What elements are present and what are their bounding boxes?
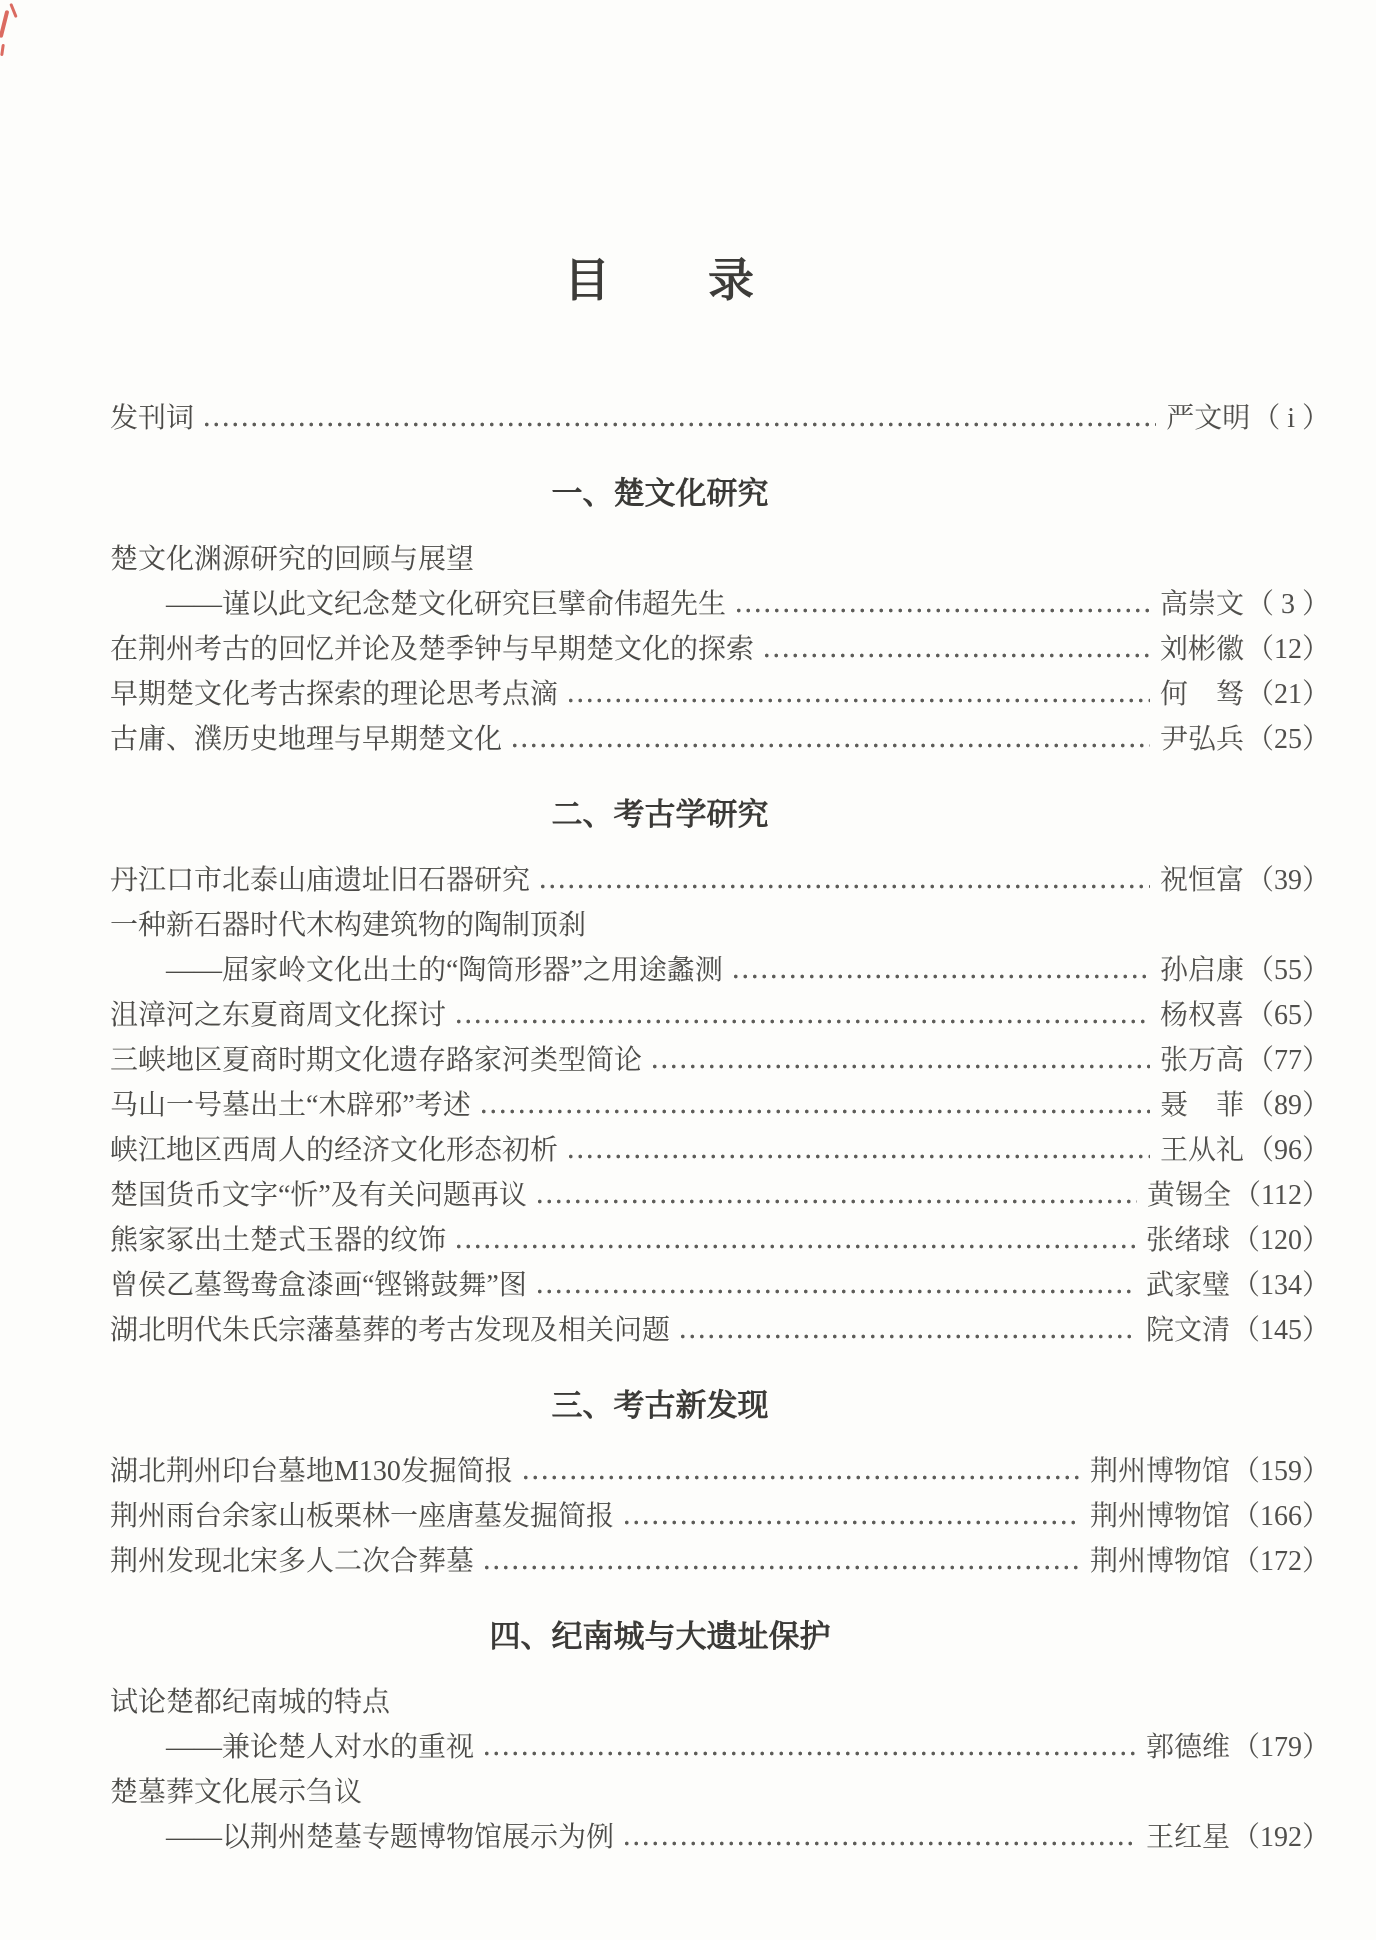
- entry-title: 马山一号墓出土“木辟邪”考述: [110, 1090, 471, 1121]
- entry-author: 郭德维: [1145, 1732, 1230, 1763]
- entry-author: 尹弘兵: [1159, 724, 1244, 755]
- entry-author: 杨权喜: [1159, 1000, 1244, 1031]
- toc-entry: [110, 858, 1330, 903]
- toc-entry: [110, 1449, 1330, 1494]
- entry-title: 湖北明代朱氏宗藩墓葬的考古发现及相关问题: [110, 1315, 671, 1346]
- entry-row: [110, 627, 1330, 672]
- entry-row: [110, 1308, 1330, 1353]
- toc-entry: [110, 627, 1330, 672]
- toc-entry: [110, 717, 1330, 762]
- entry-title: 古庸、濮历史地理与早期楚文化: [110, 724, 503, 755]
- page-title: 目 录: [564, 255, 756, 306]
- entry-title: 荆州雨台余家山板栗林一座唐墓发掘简报: [110, 1501, 615, 1532]
- entry-row: [110, 858, 1330, 903]
- entry-row: [110, 948, 1330, 993]
- dot-leader: [566, 672, 1150, 717]
- toc-entry: [110, 1263, 1330, 1308]
- entry-title: 楚国货币文字“忻”及有关问题再议: [110, 1180, 527, 1211]
- entry-page: （112）: [1233, 1180, 1330, 1211]
- entry-author-page: [1090, 1449, 1330, 1494]
- entry-row: [110, 1263, 1330, 1308]
- dot-leader: [731, 948, 1150, 993]
- entry-row: [110, 1725, 1330, 1770]
- entry-author-page: [1146, 1263, 1330, 1308]
- entry-author-page: [1090, 1539, 1330, 1584]
- entry-author-page: [1146, 1815, 1330, 1860]
- entry-title: 试论楚都纪南城的特点: [110, 1687, 391, 1718]
- entry-row: [110, 672, 1330, 717]
- entry-title: 丹江口市北泰山庙遗址旧石器研究: [110, 865, 531, 896]
- section-heading: 四、纪南城与大遗址保护: [489, 1619, 831, 1654]
- entry-author-page: [1160, 993, 1330, 1038]
- toc-entry: [110, 1539, 1330, 1584]
- dot-leader: [202, 396, 1156, 441]
- entry-row: [110, 1449, 1330, 1494]
- entry-page: （172）: [1231, 1546, 1330, 1577]
- entry-page: （120）: [1231, 1225, 1330, 1256]
- dot-leader: [482, 1539, 1080, 1584]
- entry-title: 峡江地区西周人的经济文化形态初析: [110, 1135, 559, 1166]
- entry-row: [110, 1815, 1330, 1860]
- entry-page: （12）: [1245, 634, 1330, 665]
- entry-title: 楚墓葬文化展示刍议: [110, 1777, 363, 1808]
- entry-author: 王从礼: [1159, 1135, 1244, 1166]
- toc-entry: [110, 1128, 1330, 1173]
- entry-title: 荆州发现北宋多人二次合葬墓: [110, 1546, 475, 1577]
- entry-title: 楚文化渊源研究的回顾与展望: [110, 544, 475, 575]
- entry-subtitle: ——屈家岭文化出土的“陶筒形器”之用途蠡测: [166, 955, 723, 986]
- entry-author-page: [1160, 627, 1330, 672]
- entry-author-page: [1160, 1128, 1330, 1173]
- toc-entry: [110, 672, 1330, 717]
- dot-leader: [622, 1494, 1080, 1539]
- entry-page: （65）: [1245, 1000, 1330, 1031]
- toc-entry: [110, 1494, 1330, 1539]
- entry-row: [110, 1494, 1330, 1539]
- entry-row: [110, 993, 1330, 1038]
- entry-author: 荆州博物馆: [1089, 1501, 1230, 1532]
- dot-leader: [510, 717, 1150, 762]
- dot-leader: [566, 1128, 1150, 1173]
- toc-entry: [110, 1680, 1330, 1770]
- entry-author: 孙启康: [1159, 955, 1244, 986]
- entry-title: 在荆州考古的回忆并论及楚季钟与早期楚文化的探索: [110, 634, 755, 665]
- entry-author-page: [1160, 858, 1330, 903]
- dot-leader: [521, 1449, 1080, 1494]
- section-heading: 二、考古学研究: [551, 797, 769, 832]
- dot-leader: [622, 1815, 1136, 1860]
- entry-author-page: [1160, 717, 1330, 762]
- dot-leader: [762, 627, 1150, 672]
- entry-row: [110, 717, 1330, 762]
- entry-author: 聂 菲: [1159, 1090, 1244, 1121]
- entry-author: 刘彬徽: [1159, 634, 1244, 665]
- entry-author: 荆州博物馆: [1089, 1456, 1230, 1487]
- entry-author: 荆州博物馆: [1089, 1546, 1230, 1577]
- toc-entry: [110, 1308, 1330, 1353]
- entry-title: 曾侯乙墓鸳鸯盒漆画“铿锵鼓舞”图: [110, 1270, 527, 1301]
- entry-author: 张绪球: [1145, 1225, 1230, 1256]
- dot-leader: [482, 1725, 1136, 1770]
- entry-page: （77）: [1245, 1045, 1330, 1076]
- entry-author: 祝恒富: [1159, 865, 1244, 896]
- entry-author: 张万高: [1159, 1045, 1244, 1076]
- entry-author: 何 驽: [1159, 679, 1244, 710]
- entry-author: 王红星: [1145, 1822, 1230, 1853]
- entry-subtitle: ——谨以此文纪念楚文化研究巨擘俞伟超先生: [166, 589, 727, 620]
- entry-page: （179）: [1231, 1732, 1330, 1763]
- entry-page: （ i ）: [1252, 403, 1330, 434]
- entry-author-page: [1160, 1038, 1330, 1083]
- entry-page: （134）: [1231, 1270, 1330, 1301]
- entry-page: （39）: [1245, 865, 1330, 896]
- entry-author-page: [1146, 1308, 1330, 1353]
- entry-page: （96）: [1245, 1135, 1330, 1166]
- dot-leader: [454, 993, 1150, 1038]
- entry-page: （192）: [1231, 1822, 1330, 1853]
- dot-leader: [535, 1263, 1136, 1308]
- entry-title: 沮漳河之东夏商周文化探讨: [110, 1000, 447, 1031]
- dot-leader: [734, 582, 1150, 627]
- entry-title: 早期楚文化考古探索的理论思考点滴: [110, 679, 559, 710]
- entry-subtitle: ——以荆州楚墓专题博物馆展示为例: [166, 1822, 615, 1853]
- entry-author: 院文清: [1145, 1315, 1230, 1346]
- entry-page: （166）: [1231, 1501, 1330, 1532]
- toc-entry: [110, 537, 1330, 627]
- toc-entry: [110, 1218, 1330, 1263]
- entry-author: 高崇文: [1159, 589, 1244, 620]
- entry-title: 熊家冢出土楚式玉器的纹饰: [110, 1225, 447, 1256]
- entry-page: （145）: [1231, 1315, 1330, 1346]
- entry-page: （25）: [1245, 724, 1330, 755]
- entry-page: （55）: [1245, 955, 1330, 986]
- entry-row: [110, 1038, 1330, 1083]
- entry-author-page: [1166, 396, 1330, 441]
- entry-author-page: [1090, 1494, 1330, 1539]
- toc-entry: [110, 1173, 1330, 1218]
- entry-title: 一种新石器时代木构建筑物的陶制顶刹: [110, 910, 587, 941]
- dot-leader: [650, 1038, 1150, 1083]
- entry-author: 武家璧: [1145, 1270, 1230, 1301]
- entry-author-page: [1160, 582, 1330, 627]
- dot-leader: [538, 858, 1150, 903]
- dot-leader: [454, 1218, 1136, 1263]
- toc-entry: [110, 1770, 1330, 1860]
- entry-page: （21）: [1245, 679, 1330, 710]
- section-heading: 三、考古新发现: [551, 1388, 769, 1423]
- toc-entry: [110, 993, 1330, 1038]
- entry-title: 发刊词: [110, 403, 195, 434]
- entry-author-page: [1147, 1173, 1330, 1218]
- toc: [110, 396, 1330, 1860]
- toc-entry: [110, 1083, 1330, 1128]
- entry-page: （ 3 ）: [1245, 589, 1330, 620]
- entry-author-page: [1160, 948, 1330, 993]
- dot-leader: [678, 1308, 1136, 1353]
- dot-leader: [535, 1173, 1137, 1218]
- entry-subtitle: ——兼论楚人对水的重视: [166, 1732, 475, 1763]
- entry-row: [110, 1218, 1330, 1263]
- toc-entry: [110, 1038, 1330, 1083]
- entry-author-page: [1160, 1083, 1330, 1128]
- entry-author: 严文明: [1166, 403, 1251, 434]
- dot-leader: [479, 1083, 1150, 1128]
- entry-row: [110, 1539, 1330, 1584]
- entry-row: [110, 582, 1330, 627]
- entry-row: [110, 396, 1330, 441]
- section-heading: 一、楚文化研究: [551, 476, 769, 511]
- entry-author-page: [1160, 672, 1330, 717]
- entry-page: （159）: [1231, 1456, 1330, 1487]
- entry-title: 湖北荆州印台墓地M130发掘简报: [110, 1456, 513, 1487]
- entry-row: [110, 1128, 1330, 1173]
- toc-entry: [110, 396, 1330, 441]
- entry-author-page: [1146, 1725, 1330, 1770]
- entry-author-page: [1146, 1218, 1330, 1263]
- entry-title: 三峡地区夏商时期文化遗存路家河类型简论: [110, 1045, 643, 1076]
- entry-row: [110, 1083, 1330, 1128]
- entry-row: [110, 1173, 1330, 1218]
- toc-entry: [110, 903, 1330, 993]
- entry-author: 黄锡全: [1147, 1180, 1232, 1211]
- entry-page: （89）: [1245, 1090, 1330, 1121]
